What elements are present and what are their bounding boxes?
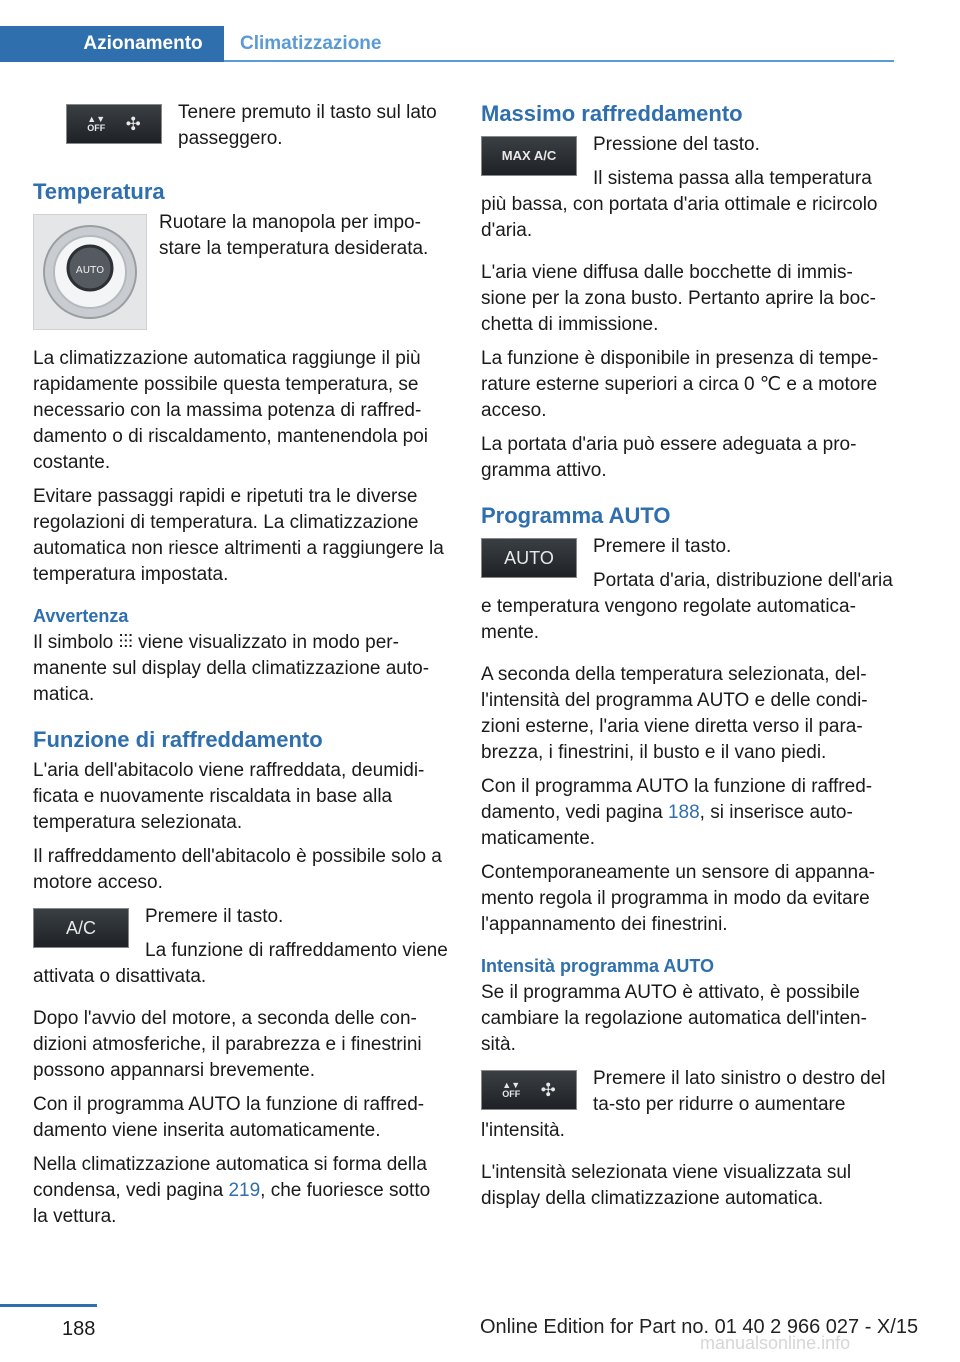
footer-line (0, 1304, 97, 1307)
section-title-raffreddamento: Funzione di raffreddamento (33, 727, 323, 752)
intensity-button-image (481, 1070, 577, 1110)
passenger-button-block (33, 100, 448, 160)
section-title-intensita: Intensità programma AUTO (481, 956, 715, 976)
left-column (33, 100, 448, 1238)
off-icon: ▲▼ OFF (87, 114, 106, 133)
header-underline (224, 60, 894, 62)
auto-block (481, 534, 896, 654)
intensity-text: Premere il lato sinistro o destro del ta-sto per ridurre o aumentare l'intensità. (481, 1068, 886, 1141)
temperature-text: Ruotare la manopola per impo-stare la temperatura desiderata. (159, 212, 429, 259)
auto-press-text: Premere il tasto. (593, 536, 732, 557)
section-title-auto: Programma AUTO (481, 503, 671, 528)
right-paragraph-7: L'intensità selezionata viene visualizzata sul display della climatizzazione automatica. (481, 1162, 852, 1209)
cool-paragraph-1: L'aria dell'abitacolo viene raffreddata, deumidi-ficata e nuovamente riscaldata in base alla temperatura selezionata. (33, 760, 425, 833)
off-icon: ▲▼ OFF (502, 1080, 521, 1099)
section-title-temperatura: Temperatura (33, 179, 165, 204)
max-ac-block (481, 132, 896, 252)
paragraph-4: Con il programma AUTO la funzione di raffred-damento viene inserita automaticamente. (33, 1094, 425, 1141)
fan-off-button-image (66, 104, 162, 144)
right-paragraph-6: Contemporaneamente un sensore di appanna-mento regola il programma in modo da evitare l'appannamento dei finestrini. (481, 862, 875, 935)
fan-icon: ✣ (540, 1080, 556, 1100)
temperature-knob-image (33, 214, 147, 330)
paragraph-5: Nella climatizzazione automatica si forma della condensa, vedi pagina 219, che fuoriesce sotto la vettura. (33, 1154, 431, 1227)
ac-press-text: Premere il tasto. (145, 906, 284, 927)
max-text: Il sistema passa alla temperatura più bassa, con portata d'aria ottimale e ricircolo d'aria. (481, 168, 878, 241)
page-header (0, 0, 960, 64)
temperature-block (33, 210, 448, 338)
right-column (481, 100, 896, 1220)
page-link-188[interactable]: 188 (667, 802, 700, 823)
right-paragraph-2: La funzione è disponibile in presenza di tempe-rature esterne superiori a circa 0 ℃ e a motore acceso. (481, 348, 879, 421)
intro-text: Tenere premuto il tasto sul lato passeggero. (178, 102, 437, 149)
right-paragraph-1: L'aria viene diffusa dalle bocchette di immis-sione per la zona busto. Pertanto aprire la boc-chetta di immissione. (481, 262, 877, 335)
condensation-icon: ⫶⫶⫶ (118, 632, 133, 653)
auto-text: Portata d'aria, distribuzione dell'aria e temperatura vengono regolate automatica-mente. (481, 570, 893, 643)
paragraph-3: Dopo l'avvio del motore, a seconda delle con-dizioni atmosferiche, il parabrezza e i finestrini possono appannarsi brevemente. (33, 1008, 422, 1081)
right-paragraph-4: A seconda della temperatura selezionata, del-l'intensità del programma AUTO e delle condi-zioni esterne, l'aria viene diretta verso il para-brezza, i finestrini, il busto e il vano piedi. (481, 664, 868, 763)
svg-text:AUTO: AUTO (75, 265, 105, 276)
knob-icon (40, 222, 140, 322)
ac-button-image: A/C (33, 908, 129, 948)
watermark: manualsonline.info (700, 1333, 851, 1353)
ac-block (33, 904, 448, 998)
page-number: 188 (62, 1318, 96, 1340)
section-title-massimo: Massimo raffreddamento (481, 101, 743, 126)
paragraph-1: La climatizzazione automatica raggiunge il più rapidamente possibile questa temperatura, se necessario con la massima potenza di raffred-damento o di riscaldamento, mantenendola poi costante. (33, 348, 429, 473)
ac-text: La funzione di raffreddamento viene attivata o disattivata. (33, 940, 448, 987)
note-text: Il simbolo ⫶⫶⫶ viene visualizzato in modo per-manente sul display della climatizzazione auto-matica. (33, 632, 430, 705)
edition-text: Online Edition for Part no. 01 40 2 966 027 - X/15 (480, 1316, 919, 1338)
paragraph-2: Evitare passaggi rapidi e ripetuti tra le diverse regolazioni di temperatura. La climatizzazione automatica non riesce altrimenti a raggiungere la temperatura impostata. (33, 486, 444, 585)
intensity-paragraph: Se il programma AUTO è attivato, è possibile cambiare la regolazione automatica dell'inten-sità. (481, 982, 867, 1055)
max-ac-button-image: MAX A/C (481, 136, 577, 176)
cool-paragraph-2: Il raffreddamento dell'abitacolo è possibile solo a motore acceso. (33, 846, 442, 893)
tab-azionamento[interactable]: Azionamento (62, 26, 224, 62)
right-paragraph-5: Con il programma AUTO la funzione di raffred-damento, vedi pagina 188, si inserisce auto-maticamente. (481, 776, 873, 849)
intensity-block (481, 1066, 896, 1152)
header-stripe (0, 26, 62, 62)
right-paragraph-3: La portata d'aria può essere adeguata a pro-gramma attivo. (481, 434, 857, 481)
page-link-219[interactable]: 219 (228, 1180, 261, 1201)
tab-climatizzazione[interactable]: Climatizzazione (240, 33, 382, 54)
max-press-text: Pressione del tasto. (593, 134, 760, 155)
fan-icon: ✣ (125, 114, 141, 134)
note-title: Avvertenza (33, 606, 129, 626)
auto-button-image: AUTO (481, 538, 577, 578)
